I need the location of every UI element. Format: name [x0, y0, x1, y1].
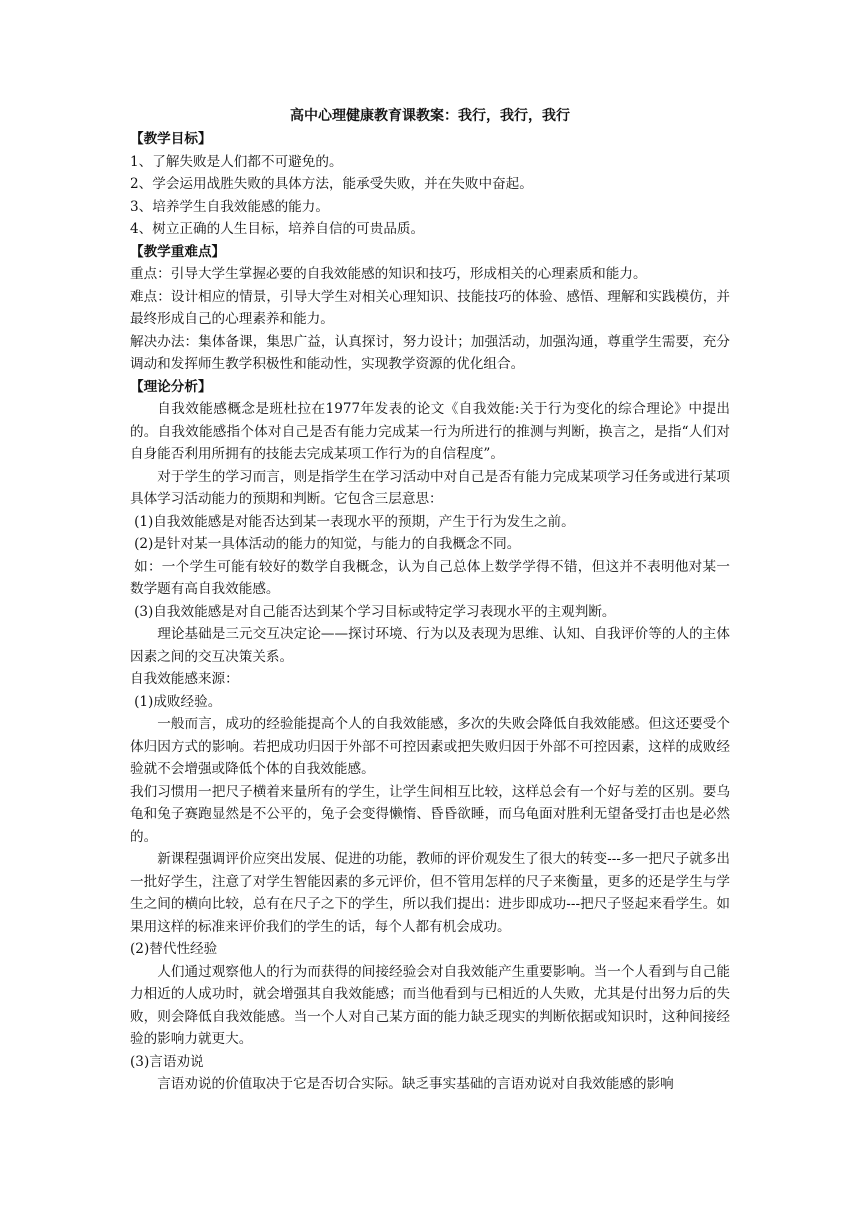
theory-paragraph: 自我效能感概念是班杜拉在1977年发表的论文《自我效能:关于行为变化的综合理论》中提出的。自我效能感指个体对自己是否有能力完成某一行为所进行的推测与判断，换言之，是指“人们对自身能否利用所拥有的技能去完成某项工作行为的自信程度”。 [130, 401, 730, 462]
source-paragraph: 新课程强调评价应突出发展、促进的功能，教师的评价观发生了很大的转变---多一把尺子就多出一批好学生，注意了对学生智能因素的多元评价，但不管用怎样的尺子来衡量，更多的还是学生与学生之间的横向比较，总有在尺子之下的学生，所以我们提出：进步即成功---把尺子竖起来看学生。如果用这样的标准来评价我们的学生的话，每个人都有机会成功。 [130, 851, 730, 935]
objective-item: 1、了解失败是人们都不可避免的。 [130, 153, 343, 170]
source-title: (2)替代性经验 [130, 941, 218, 957]
source-paragraph: 我们习惯用一把尺子横着来量所有的学生，让学生间相互比较，这样总会有一个好与差的区别。要乌龟和兔子赛跑显然是不公平的，兔子会变得懒惰、昏昏欲睡，而乌龟面对胜利无望备受打击也是必然的。 [130, 783, 730, 845]
theory-basis-paragraph: 理论基础是三元交互决定论——探讨环境、行为以及表现为思维、认知、自我评价等的人的主体因素之间的交互决策关系。 [130, 626, 730, 665]
source-paragraph: 一般而言，成功的经验能提高个人的自我效能感，多次的失败会降低自我效能感。但这还要受个体归因方式的影响。若把成功归因于外部不可控因素或把失败归因于外部不可控因素，这样的成败经验就不会增强或降低个体的自我效能感。 [130, 716, 730, 777]
difficulty-paragraph: 难点：设计相应的情景，引导大学生对相关心理知识、技能技巧的体验、感悟、理解和实践模仿，并最终形成自己的心理素养和能力。 [130, 288, 730, 327]
theory-heading: 【理论分析】 [130, 378, 212, 395]
document-body [130, 104, 730, 1096]
sources-heading: 自我效能感来源： [130, 671, 239, 687]
theory-paragraph: 对于学生的学习而言，则是指学生在学习活动中对自己是否有能力完成某项学习任务或进行某项具体学习活动能力的预期和判断。它包含三层意思： [130, 468, 730, 507]
meaning-item: (2)是针对某一具体活动的能力的知觉，与能力的自我概念不同。 [134, 536, 521, 552]
objective-item: 3、培养学生自我效能感的能力。 [130, 198, 329, 215]
objective-item: 2、学会运用战胜失败的具体方法，能承受失败，并在失败中奋起。 [130, 176, 533, 192]
objectives-heading: 【教学目标】 [130, 131, 212, 147]
source-title: (1)成败经验。 [134, 693, 222, 710]
example-paragraph: 如：一个学生可能有较好的数学自我概念，认为自己总体上数学学得不错，但这并不表明他对某一数学题有高自我效能感。 [130, 558, 730, 597]
key-points-heading: 【教学重难点】 [130, 243, 226, 260]
source-paragraph: 人们通过观察他人的行为而获得的间接经验会对自我效能产生重要影响。当一个人看到与自己能力相近的人成功时，就会增强其自我效能感；而当他看到与已相近的人失败，尤其是付出努力后的失败，则会降低自我效能感。当一个人对自己某方面的能力缺乏现实的判断依据或知识时，这种间接经验的影响力就更大。 [130, 963, 730, 1047]
objective-item: 4、树立正确的人生目标，培养自信的可贵品质。 [130, 221, 425, 237]
document-title: 高中心理健康教育课教案：我行，我行，我行 [290, 108, 570, 124]
meaning-item: (1)自我效能感是对能否达到某一表现水平的预期，产生于行为发生之前。 [134, 513, 575, 530]
source-paragraph: 言语劝说的价值取决于它是否切合实际。缺乏事实基础的言语劝说对自我效能感的影响 [157, 1076, 674, 1092]
source-title: (3)言语劝说 [130, 1053, 204, 1070]
meaning-item: (3)自我效能感是对自己能否达到某个学习目标或特定学习表现水平的主观判断。 [134, 603, 616, 620]
solution-paragraph: 解决办法：集体备课，集思广益，认真探讨，努力设计；加强活动，加强沟通，尊重学生需要，充分调动和发挥师生教学积极性和能动性，实现教学资源的优化组合。 [130, 333, 730, 372]
key-point-paragraph: 重点：引导大学生掌握必要的自我效能感的知识和技巧，形成相关的心理素质和能力。 [130, 266, 647, 282]
